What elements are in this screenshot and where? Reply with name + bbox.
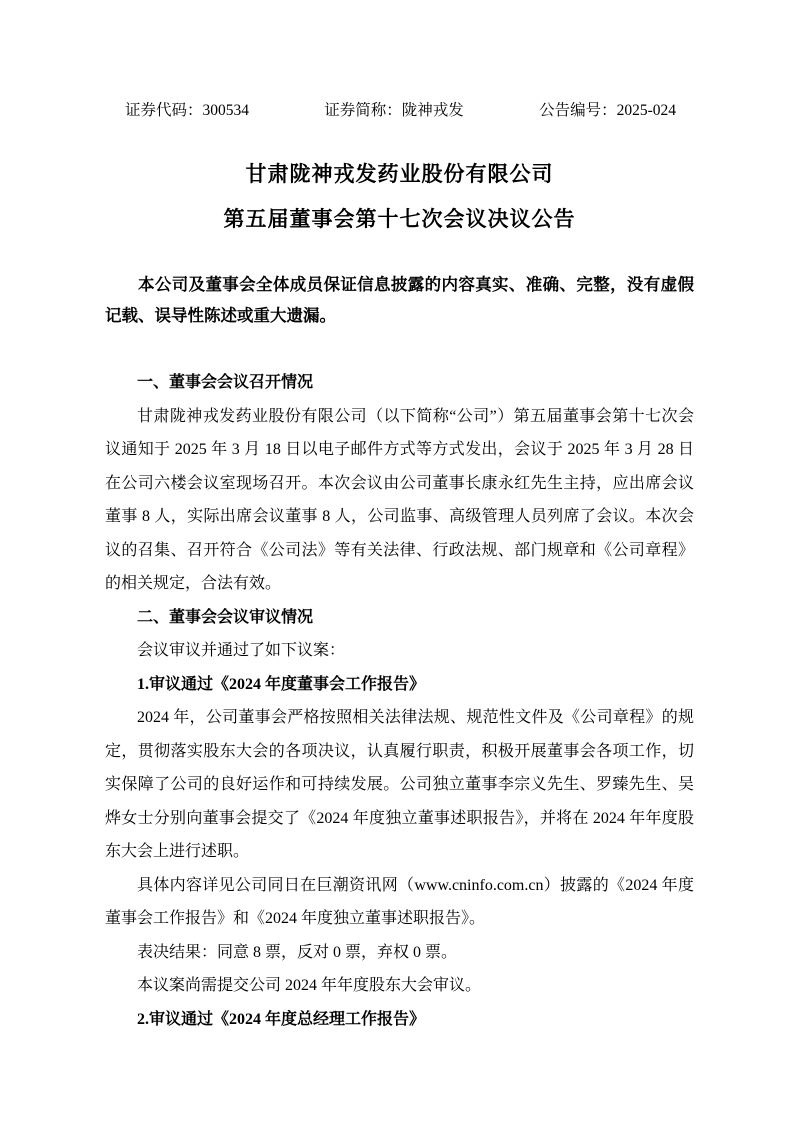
stock-short-name: 证券简称：陇神戎发: [324, 102, 464, 119]
stock-code: 证券代码：300534: [125, 102, 250, 119]
proposal-1-heading: 1.审议通过《2024 年度董事会工作报告》: [137, 675, 426, 693]
truthfulness-declaration: 本公司及董事会全体成员保证信息披露的内容真实、准确、完整，没有虚假记载、误导性陈述或重大遗漏。: [105, 275, 694, 325]
meeting-resolution-title: 第五届董事会第十七次会议决议公告: [223, 207, 576, 231]
section-1-heading: 一、董事会会议召开情况: [137, 374, 314, 391]
section-2-heading: 二、董事会会议审议情况: [137, 608, 314, 626]
section-2-intro: 会议审议并通过了如下议案：: [137, 642, 346, 659]
proposal-1-submission-note: 本议案尚需提交公司 2024 年年度股东大会审议。: [137, 977, 482, 994]
proposal-2-heading: 2.审议通过《2024 年度总经理工作报告》: [137, 1010, 426, 1028]
document-header: [105, 100, 694, 122]
company-name-title: 甘肃陇神戎发药业股份有限公司: [245, 162, 554, 186]
section-1-paragraph: 甘肃陇神戎发药业股份有限公司（以下简称“公司”）第五届董事会第十七次会议通知于 2025 年 3 月 18 日以电子邮件方式等方式发出，会议于 2025 年 3 月 28 日在公司六楼会议室现场召开。本次会议由公司董事长康永红先生主持，应出席会议董事 8 人，实际出席会议董事 8 人，公司监事、高级管理人员列席了会议。本次会议的召集、召开符合《公司法》等有关法律、行政法规、部门规章和《公司章程》的相关规定，合法有效。: [105, 407, 694, 592]
proposal-1-disclosure-note: 具体内容详见公司同日在巨潮资讯网（www.cninfo.com.cn）披露的《2024 年度董事会工作报告》和《2024 年度独立董事述职报告》。: [105, 876, 694, 927]
announcement-number: 公告编号：2025-024: [539, 102, 676, 119]
proposal-1-vote-result: 表决结果：同意 8 票，反对 0 票，弃权 0 票。: [137, 943, 458, 961]
proposal-1-summary: 2024 年，公司董事会严格按照相关法律法规、规范性文件及《公司章程》的规定，贯彻落实股东大会的各项决议，认真履行职责，积极开展董事会各项工作，切实保障了公司的良好运作和可持续发展。公司独立董事李宗义先生、罗臻先生、吴烨女士分别向董事会提交了《2024 年度独立董事述职报告》，并将在 2024 年年度股东大会上进行述职。: [105, 709, 694, 860]
